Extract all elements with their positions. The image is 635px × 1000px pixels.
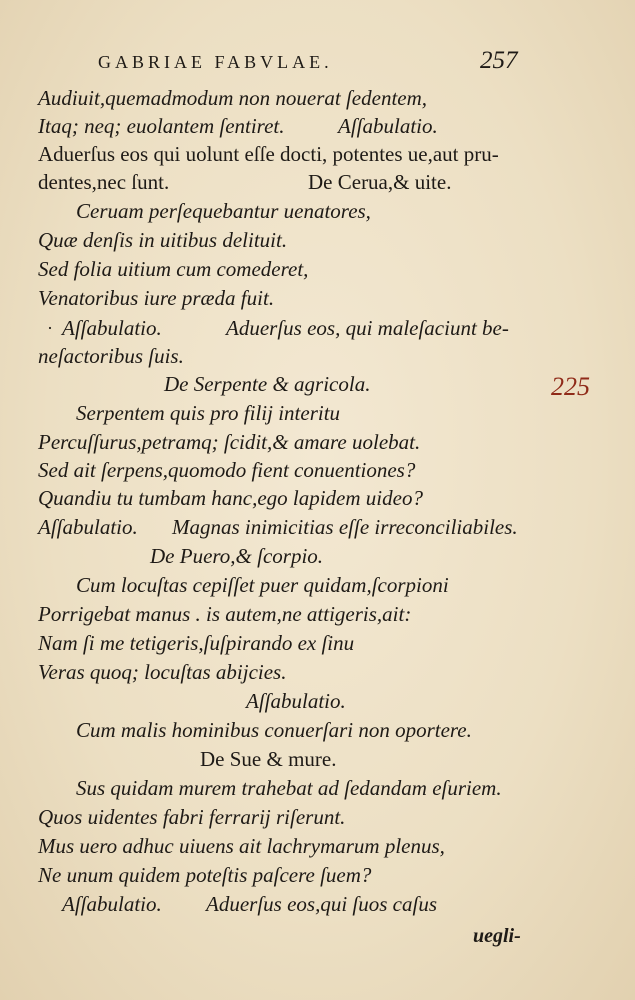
fable-title: De Puero,& ſcorpio. (150, 544, 324, 568)
moral-heading: Aſſabulatio. (62, 316, 162, 340)
margin-dot: · (47, 318, 53, 338)
running-header: GABRIAE FABVLAE. (98, 52, 333, 72)
text-line: Magnas inimicitias eſſe irreconciliabiles. (172, 515, 518, 539)
text-line: Porrigebat manus . is autem,ne attigeris,ait: (38, 602, 412, 626)
text-line: Aduerſus eos,qui ſuos caſus (206, 892, 437, 916)
text-line: dentes,nec ſunt. (38, 170, 170, 194)
page-number: 257 (480, 47, 518, 74)
margin-annotation: 225 (551, 372, 590, 401)
text-line: Veras quoq; locuſtas abijcies. (38, 660, 287, 684)
text-line: Percuſſurus,petramq; ſcidit,& amare uolebat. (38, 430, 421, 454)
catchword: uegli- (473, 925, 521, 947)
text-line: Sus quidam murem trahebat ad ſedandam eſuriem. (76, 776, 502, 800)
text-line: Quos uidentes fabri ferrarij riſerunt. (38, 805, 346, 829)
text-line: Quæ denſis in uitibus delituit. (38, 228, 288, 252)
text-line: Mus uero adhuc uiuens ait lachrymarum plenus, (38, 834, 445, 858)
text-line: Ne unum quidem poteſtis paſcere ſuem? (38, 863, 372, 887)
text-line: Cum malis hominibus conuerſari non oportere. (76, 718, 472, 742)
text-line: Sed ait ſerpens,quomodo fient conuentiones? (38, 458, 416, 482)
fable-title: De Cerua,& uite. (308, 170, 452, 194)
fable-title: De Serpente & agricola. (164, 372, 371, 396)
moral-heading: Aſſabulatio. (62, 892, 162, 916)
text-line: Ceruam perſequebantur uenatores, (76, 199, 371, 223)
text-line: Quandiu tu tumbam hanc,ego lapidem uideo? (38, 486, 423, 510)
text-line: neſactoribus ſuis. (38, 344, 184, 368)
moral-heading: Aſſabulatio. (246, 689, 346, 713)
moral-heading: Aſſabulatio. (338, 114, 438, 138)
text-line: Audiuit,quemadmodum non nouerat ſedentem, (38, 86, 428, 110)
text-line: Itaq; neq; euolantem ſentiret. (38, 114, 285, 138)
text-line: Aduerſus eos, qui maleſaciunt be- (226, 316, 509, 340)
moral-heading: Aſſabulatio. (38, 515, 138, 539)
text-line: Serpentem quis pro filij interitu (76, 401, 341, 425)
text-line: Sed folia uitium cum comederet, (38, 257, 309, 281)
text-line: Venatoribus iure præda fuit. (38, 286, 275, 310)
text-line: Aduerſus eos qui uolunt eſſe docti, potentes ue,aut pru- (38, 142, 499, 166)
text-line: Cum locuſtas cepiſſet puer quidam,ſcorpioni (76, 573, 449, 597)
text-line: Nam ſi me tetigeris,ſuſpirando ex ſinu (38, 631, 355, 655)
fable-title: De Sue & mure. (200, 747, 337, 771)
